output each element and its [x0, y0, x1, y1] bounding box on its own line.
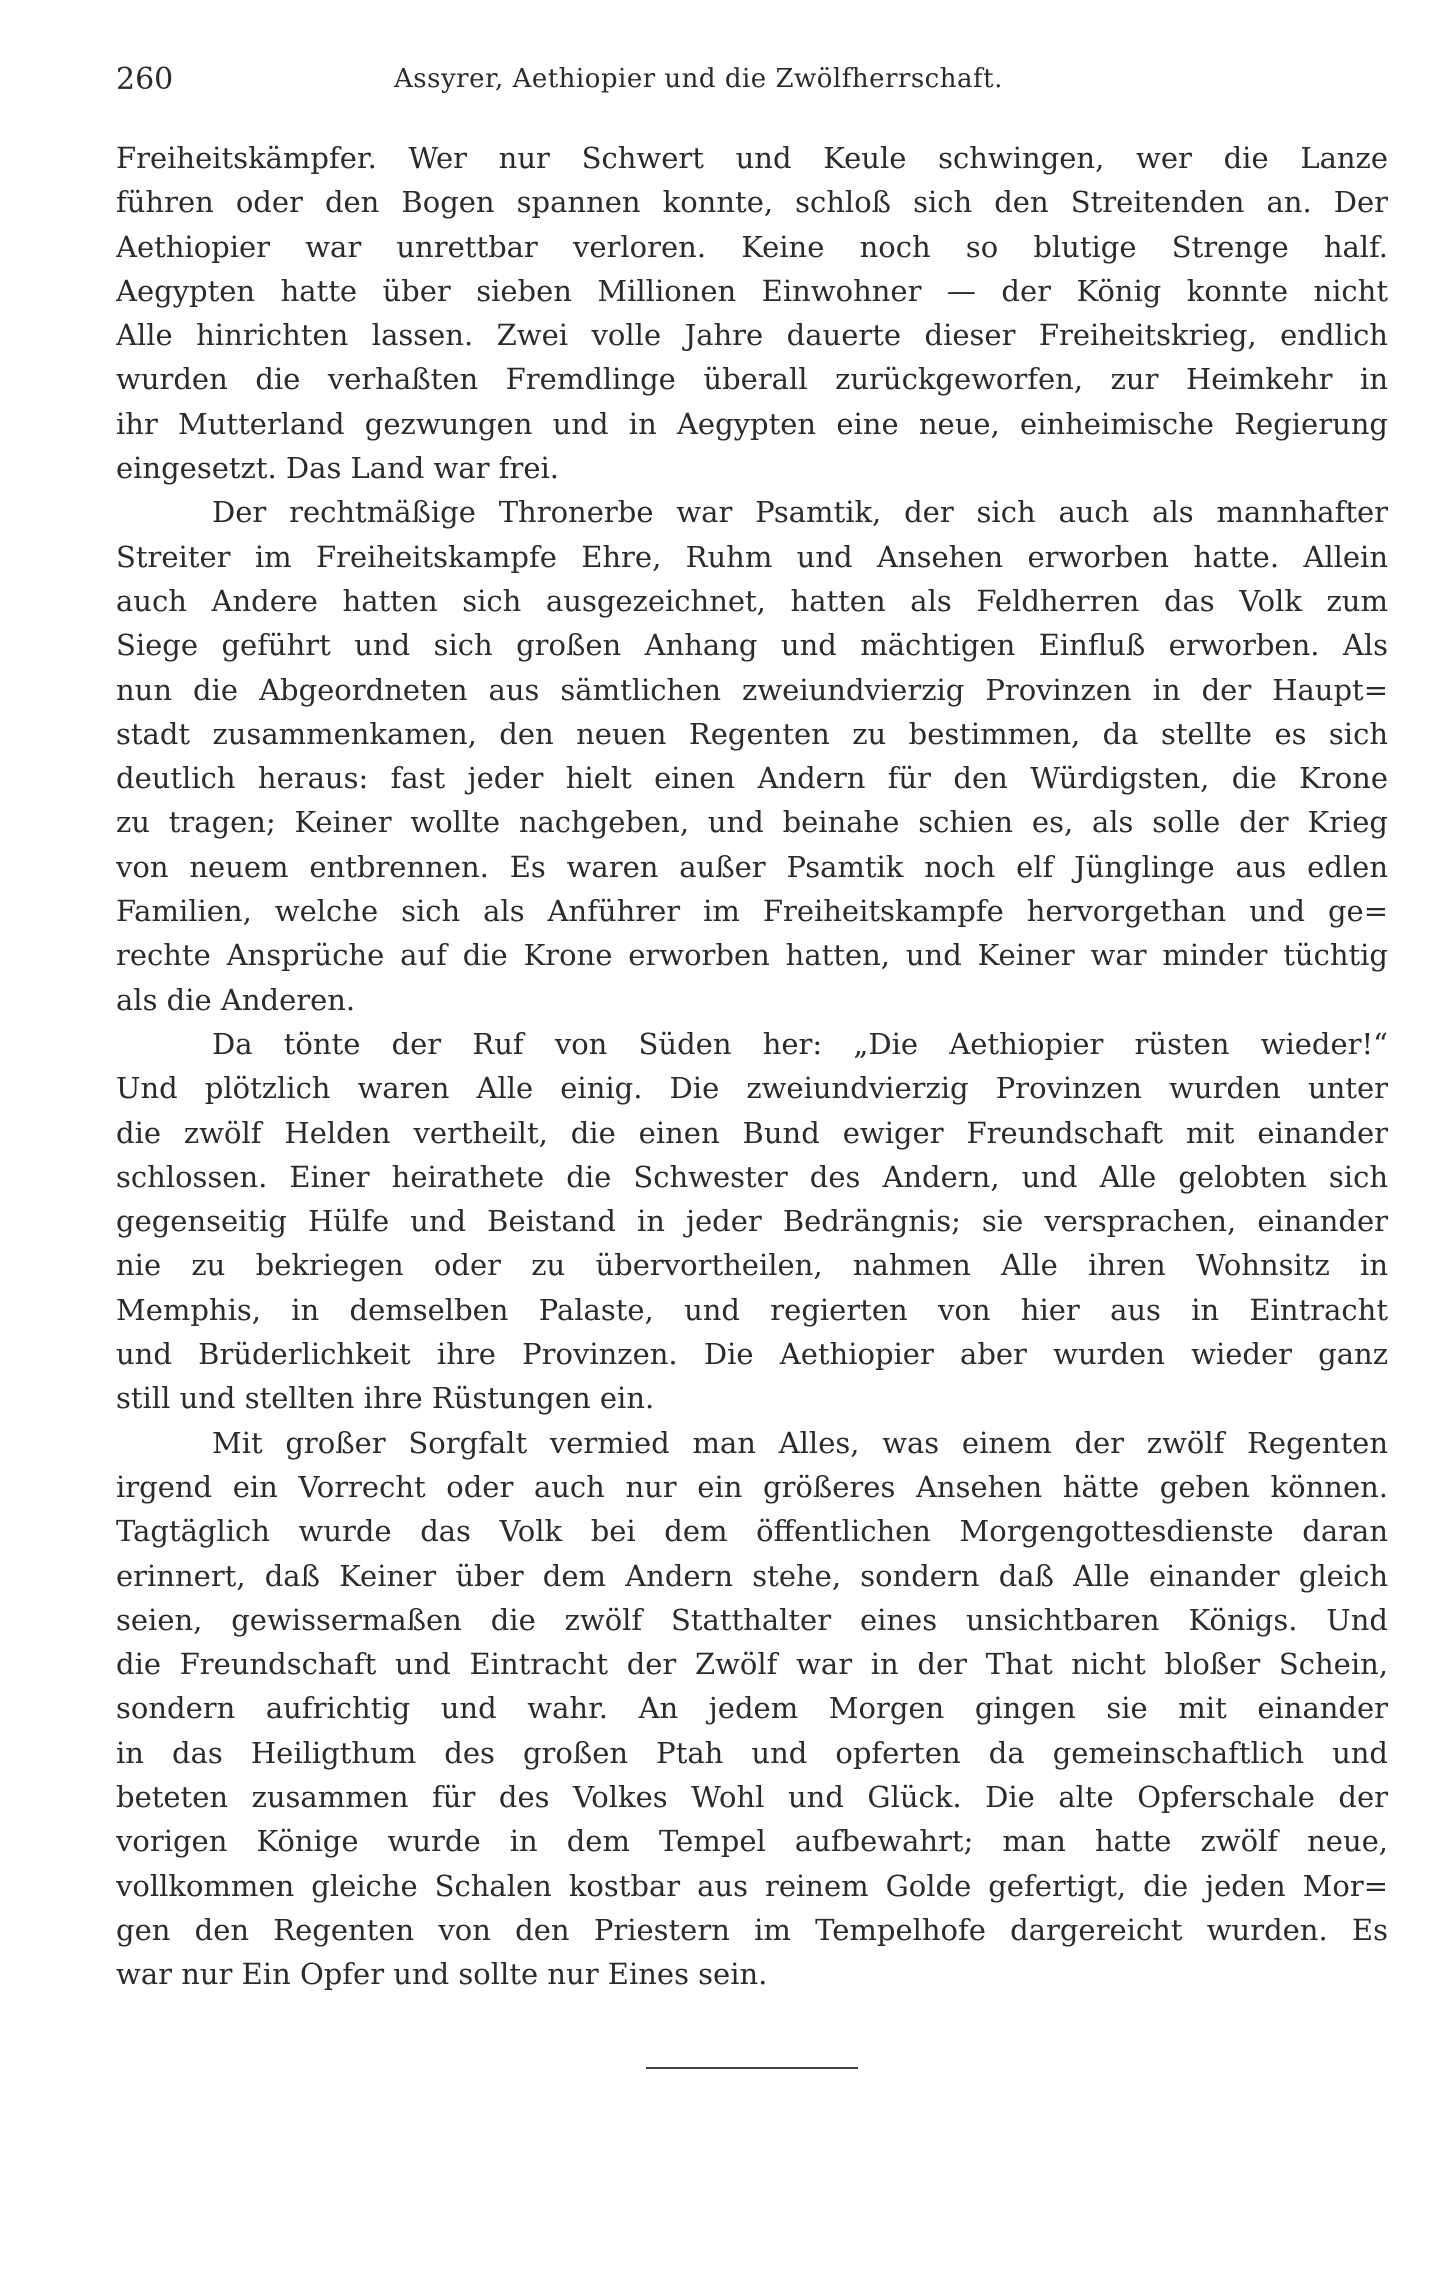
text-line: Streiter im Freiheitskampfe Ehre, Ruhm und Ansehen erworben hatte. Allein	[116, 539, 1388, 574]
page-number: 260	[116, 62, 174, 97]
text-line: eingesetzt. Das Land war frei.	[116, 451, 560, 486]
text-line: in das Heiligthum des großen Ptah und opferten da gemeinschaftlich und	[116, 1735, 1388, 1770]
text-line: nun die Abgeordneten aus sämtlichen zweiundvierzig Provinzen in der Haupt=	[116, 672, 1388, 707]
text-line: nie zu bekriegen oder zu übervortheilen, nahmen Alle ihren Wohnsitz in	[116, 1248, 1388, 1283]
paragraph	[116, 1421, 1388, 1997]
text-line: gen den Regenten von den Priestern im Tempelhofe dargereicht wurden. Es	[116, 1912, 1388, 1947]
text-line: Memphis, in demselben Palaste, und regierten von hier aus in Eintracht	[116, 1292, 1388, 1327]
text-line: ihr Mutterland gezwungen und in Aegypten eine neue, einheimische Regierung	[116, 406, 1388, 441]
text-line: beteten zusammen für des Volkes Wohl und Glück. Die alte Opferschale der	[116, 1779, 1388, 1814]
book-page	[116, 58, 1388, 1992]
text-line: still und stellten ihre Rüstungen ein.	[116, 1381, 655, 1416]
text-line: vorigen Könige wurde in dem Tempel aufbewahrt; man hatte zwölf neue,	[116, 1824, 1388, 1859]
text-line: Der rechtmäßige Thronerbe war Psamtik, der sich auch als mannhafter	[212, 495, 1388, 530]
running-title: Assyrer, Aethiopier und die Zwölfherrschaft.	[394, 64, 1003, 94]
text-line: Siege geführt und sich großen Anhang und mächtigen Einfluß erworben. Als	[116, 628, 1388, 663]
paragraph	[116, 136, 1388, 490]
text-line: die Freundschaft und Eintracht der Zwölf war in der That nicht bloßer Schein,	[116, 1647, 1388, 1682]
text-line: Da tönte der Ruf von Süden her: „Die Aethiopier rüsten wieder!“	[212, 1026, 1388, 1061]
text-line: war nur Ein Opfer und sollte nur Eines sein.	[116, 1957, 768, 1992]
text-line: von neuem entbrennen. Es waren außer Psamtik noch elf Jünglinge aus edlen	[116, 849, 1388, 884]
text-line: Alle hinrichten lassen. Zwei volle Jahre dauerte dieser Freiheitskrieg, endlich	[116, 318, 1388, 353]
page-header	[116, 58, 1388, 110]
text-line: Familien, welche sich als Anführer im Freiheitskampfe hervorgethan und ge=	[116, 894, 1388, 929]
text-line: Mit großer Sorgfalt vermied man Alles, was einem der zwölf Regenten	[212, 1425, 1388, 1460]
text-line: Und plötzlich waren Alle einig. Die zweiundvierzig Provinzen wurden unter	[116, 1071, 1388, 1106]
end-rule	[646, 2067, 858, 2069]
text-line: schlossen. Einer heirathete die Schwester des Andern, und Alle gelobten sich	[116, 1159, 1388, 1194]
text-line: als die Anderen.	[116, 982, 356, 1017]
paragraph	[116, 490, 1388, 1022]
text-line: erinnert, daß Keiner über dem Andern stehe, sondern daß Alle einander gleich	[116, 1558, 1388, 1593]
text-line: wurden die verhaßten Fremdlinge überall zurückgeworfen, zur Heimkehr in	[116, 362, 1388, 397]
text-line: die zwölf Helden vertheilt, die einen Bund ewiger Freundschaft mit einander	[116, 1115, 1388, 1150]
text-line: auch Andere hatten sich ausgezeichnet, hatten als Feldherren das Volk zum	[116, 583, 1388, 618]
text-line: vollkommen gleiche Schalen kostbar aus reinem Golde gefertigt, die jeden Mor=	[116, 1868, 1388, 1903]
text-line: Aethiopier war unrettbar verloren. Keine noch so blutige Strenge half.	[116, 229, 1388, 264]
text-line: zu tragen; Keiner wollte nachgeben, und beinahe schien es, als solle der Krieg	[116, 805, 1388, 840]
text-line: gegenseitig Hülfe und Beistand in jeder Bedrängnis; sie versprachen, einander	[116, 1204, 1388, 1239]
text-line: stadt zusammenkamen, den neuen Regenten zu bestimmen, da stellte es sich	[116, 716, 1388, 751]
text-line: sondern aufrichtig und wahr. An jedem Morgen gingen sie mit einander	[116, 1691, 1388, 1726]
body-text	[116, 136, 1388, 1996]
text-line: Aegypten hatte über sieben Millionen Einwohner — der König konnte nicht	[116, 273, 1388, 308]
text-line: und Brüderlichkeit ihre Provinzen. Die Aethiopier aber wurden wieder ganz	[116, 1337, 1388, 1372]
text-line: irgend ein Vorrecht oder auch nur ein größeres Ansehen hätte geben können.	[116, 1469, 1388, 1504]
text-line: seien, gewissermaßen die zwölf Statthalter eines unsichtbaren Königs. Und	[116, 1602, 1388, 1637]
paragraph	[116, 1022, 1388, 1421]
text-line: Freiheitskämpfer. Wer nur Schwert und Keule schwingen, wer die Lanze	[116, 141, 1388, 175]
text-line: Tagtäglich wurde das Volk bei dem öffentlichen Morgengottesdienste daran	[116, 1514, 1388, 1549]
text-line: führen oder den Bogen spannen konnte, schloß sich den Streitenden an. Der	[116, 185, 1388, 220]
text-line: rechte Ansprüche auf die Krone erworben hatten, und Keiner war minder tüchtig	[116, 938, 1388, 973]
text-line: deutlich heraus: fast jeder hielt einen Andern für den Würdigsten, die Krone	[116, 761, 1388, 796]
